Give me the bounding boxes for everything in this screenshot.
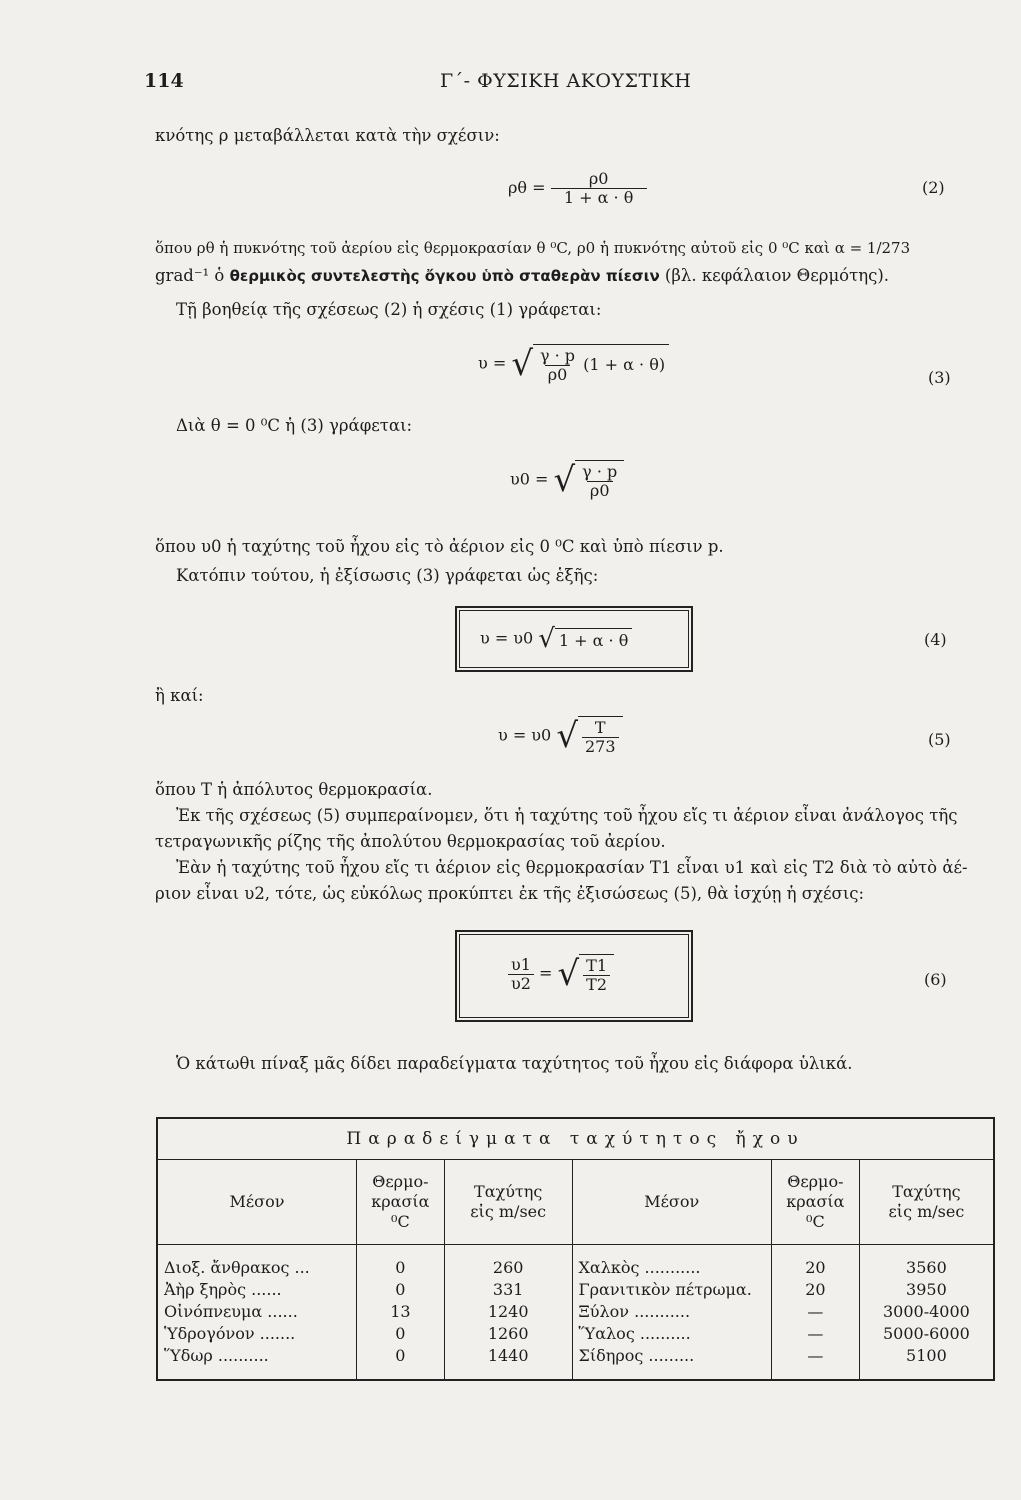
header-temp-right-2: κρασία (786, 1192, 845, 1211)
equation-2 (508, 170, 647, 207)
header-temp-right-3: ⁰C (806, 1212, 825, 1231)
header-medium-left: Μέσον (157, 1160, 356, 1245)
cell-temp: 0 (356, 1323, 444, 1345)
equation-5 (498, 716, 623, 756)
cell-medium: Ξύλον ........... (572, 1301, 771, 1323)
page-number: 114 (144, 70, 184, 92)
cell-speed: 1260 (444, 1323, 572, 1345)
cell-temp: 13 (356, 1301, 444, 1323)
cell-temp: 0 (356, 1345, 444, 1380)
cell-medium: Ὕαλος .......... (572, 1323, 771, 1345)
p2-ref: (βλ. κεφάλαιον Θερμότης). (659, 266, 890, 285)
eq2-denominator: 1 + α · θ (551, 188, 647, 207)
paragraph-3: Τῇ βοηθείᾳ τῆς σχέσεως (2) ἡ σχέσις (1) γράφεται: (176, 300, 602, 319)
eq4-lhs: υ = υ0 (480, 628, 534, 648)
cell-medium: Διοξ. ἄνθρακος ... (157, 1245, 356, 1280)
paragraph-10-line-2: ριον εἶναι υ2, τότε, ὡς εὐκόλως προκύπτει ἐκ τῆς ἐξισώσεως (5), θὰ ἰσχύῃ ἡ σχέσις: (155, 884, 865, 903)
eq3-numerator: γ · p (539, 346, 576, 365)
header-speed-left-1: Ταχύτης (474, 1182, 543, 1201)
header-speed-right-1: Ταχύτης (892, 1182, 961, 1201)
header-temp-right (771, 1160, 859, 1245)
p2-bold-term: θερμικὸς συντελεστὴς ὄγκου ὑπὸ σταθερὰν πίεσιν (229, 267, 660, 285)
sound-speed-table (156, 1117, 995, 1381)
eq4-radicand: 1 + α · θ (555, 628, 632, 650)
eq2-fraction (551, 170, 647, 207)
table-row (157, 1345, 994, 1380)
cell-temp: 0 (356, 1245, 444, 1280)
header-speed-right-2: εἰς m/sec (888, 1202, 965, 1221)
header-speed-left-2: εἰς m/sec (470, 1202, 547, 1221)
header-medium-right: Μέσον (572, 1160, 771, 1245)
cell-temp: — (771, 1345, 859, 1380)
cell-speed: 3000-4000 (882, 1302, 970, 1321)
table-row (157, 1323, 994, 1345)
paragraph-9-line-1: Ἐκ τῆς σχέσεως (5) συμπεραίνομεν, ὅτι ἡ ταχύτης τοῦ ἦχου εἴς τι ἀέριον εἶναι ἀνάλογος τῆς (176, 806, 958, 825)
eq6-left-numerator: υ1 (511, 954, 531, 974)
eqv0-lhs: υ0 = (510, 469, 549, 489)
eq4-radical: √ (538, 624, 555, 654)
header-temp-left-3: ⁰C (391, 1212, 410, 1231)
table-row (157, 1301, 994, 1323)
header-temp-left-1: Θερμο- (372, 1172, 429, 1191)
eq5-radical: √ (556, 716, 578, 756)
header-temp-right-1: Θερμο- (787, 1172, 844, 1191)
cell-speed: 3950 (906, 1280, 947, 1299)
table-row (157, 1245, 994, 1280)
cell-medium: Χαλκὸς ........... (572, 1245, 771, 1280)
paragraph-5: ὅπου υ0 ἡ ταχύτης τοῦ ἦχου εἰς τὸ ἀέριον εἰς 0 ⁰C καὶ ὑπὸ πίεσιν p. (155, 537, 724, 556)
cell-medium: Σίδηρος ......... (572, 1345, 771, 1380)
eq6-radical: √ (557, 954, 580, 994)
eqv0-numerator: γ · p (582, 462, 618, 481)
cell-temp: 20 (771, 1279, 859, 1301)
cell-temp: 20 (771, 1245, 859, 1280)
cell-temp: — (771, 1323, 859, 1345)
page-header-title: Γ΄- ΦΥΣΙΚΗ ΑΚΟΥΣΤΙΚΗ (440, 70, 692, 92)
eq6-right-denominator: T2 (583, 975, 610, 994)
cell-speed: 1440 (444, 1345, 572, 1380)
paragraph-7: ἢ καί: (155, 686, 204, 705)
eq3-number: (3) (928, 368, 951, 387)
equation-3 (478, 344, 669, 384)
eq3-denominator: ρ0 (545, 365, 571, 384)
header-temp-left-2: κρασία (371, 1192, 430, 1211)
eq5-number: (5) (928, 730, 951, 749)
cell-speed: 5100 (906, 1346, 947, 1365)
eq5-denominator: 273 (582, 737, 619, 756)
eqv0-denominator: ρ0 (587, 481, 613, 500)
cell-speed: 1240 (444, 1301, 572, 1323)
header-speed-left (444, 1160, 572, 1245)
cell-medium: Ἀὴρ ξηρὸς ...... (157, 1279, 356, 1301)
paragraph-4: Διὰ θ = 0 ⁰C ἡ (3) γράφεται: (176, 416, 413, 435)
paragraph-8: ὅπου T ἡ ἀπόλυτος θερμοκρασία. (155, 780, 433, 799)
paragraph-6: Κατόπιν τούτου, ἡ ἐξίσωσις (3) γράφεται ὡς ἑξῆς: (176, 566, 599, 585)
eq5-numerator: T (594, 718, 606, 737)
eq6-equals: = (539, 963, 553, 983)
cell-speed: 331 (444, 1279, 572, 1301)
paragraph-1: κνότης ρ μεταβάλλεται κατὰ τὴν σχέσιν: (155, 126, 500, 145)
eq2-number: (2) (922, 178, 945, 197)
header-speed-right (859, 1160, 994, 1245)
paragraph-2-line-1: ὅπου ρθ ἡ πυκνότης τοῦ ἀερίου εἰς θερμοκρασίαν θ ⁰C, ρ0 ἡ πυκνότης αὐτοῦ εἰς 0 ⁰C καὶ α = 1/273 (155, 239, 911, 257)
eqv0-radical: √ (553, 460, 576, 500)
eq6-left-denominator: υ2 (508, 974, 534, 993)
eq2-lhs: ρθ = (508, 178, 546, 197)
table-row (157, 1279, 994, 1301)
paragraph-2-line-2 (155, 266, 889, 286)
equation-6 (508, 954, 614, 994)
cell-medium: Ὕδωρ .......... (157, 1345, 356, 1380)
cell-medium: Γρανιτικὸν πέτρωμα. (572, 1279, 771, 1301)
cell-medium: Ὑδρογόνον ....... (157, 1323, 356, 1345)
equation-v0 (510, 460, 624, 500)
table-title: Παραδείγματα ταχύτητος ἤχου (157, 1118, 994, 1160)
paragraph-9-line-2: τετραγωνικῆς ρίζης τῆς ἀπολύτου θερμοκρασίας τοῦ ἀερίου. (155, 832, 666, 851)
cell-speed: 5000-6000 (882, 1324, 970, 1343)
cell-temp: 0 (356, 1279, 444, 1301)
eq3-radicand (533, 344, 669, 384)
eq4-number: (4) (924, 630, 947, 649)
eq5-lhs: υ = υ0 (498, 725, 552, 745)
p2-grad: grad⁻¹ ὁ (155, 266, 230, 285)
header-temp-left (356, 1160, 444, 1245)
cell-speed: 260 (444, 1245, 572, 1280)
cell-medium: Οἰνόπνευμα ...... (157, 1301, 356, 1323)
paragraph-11: Ὁ κάτωθι πίναξ μᾶς δίδει παραδείγματα ταχύτητος τοῦ ἦχου εἰς διάφορα ὑλικά. (176, 1054, 853, 1073)
eq3-radical: √ (511, 344, 533, 384)
eq3-lhs: υ = (478, 353, 507, 373)
equation-4 (480, 624, 632, 654)
cell-temp: — (771, 1301, 859, 1323)
eq6-number: (6) (924, 970, 947, 989)
eq3-tail: (1 + α · θ) (583, 355, 666, 374)
eq6-right-numerator: T1 (586, 956, 608, 975)
eq2-numerator: ρ0 (588, 169, 609, 188)
cell-speed: 3560 (906, 1258, 947, 1277)
paragraph-10-line-1: Ἐὰν ἡ ταχύτης τοῦ ἦχου εἴς τι ἀέριον εἰς θερμοκρασίαν T1 εἶναι υ1 καὶ εἰς T2 διὰ τὸ αὐτὸ ἀέ- (176, 858, 968, 877)
